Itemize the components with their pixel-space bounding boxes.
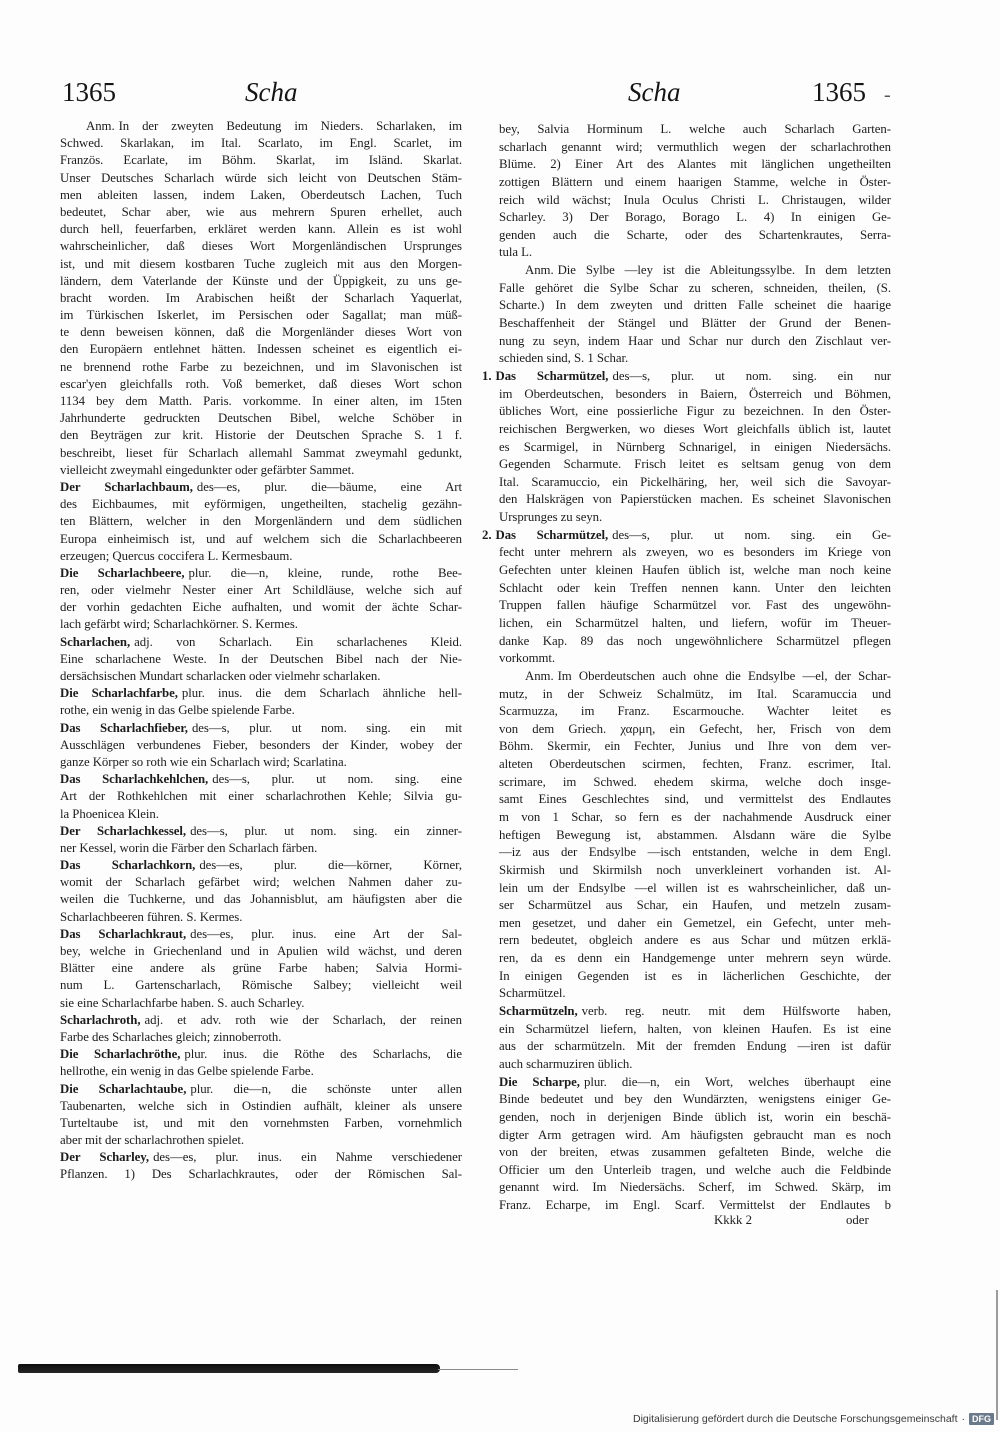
text-line — [499, 156, 891, 174]
line-text: bracht worden. Im Arabischen heißt der Scharlach Yaquerlat, — [60, 290, 462, 305]
text-line — [482, 527, 891, 545]
text-line — [60, 1149, 462, 1166]
text-line — [499, 1109, 891, 1127]
line-text: auch scharmuziren üblich. — [499, 1056, 633, 1071]
text-line — [499, 1179, 891, 1197]
text-line — [499, 439, 891, 457]
text-line — [60, 256, 462, 273]
line-text: des Eichbaumes, mit eyförmigen, ungetheilten, stachelig gezähn- — [60, 497, 462, 512]
line-text: hellrothe, ein wenig in das Gelbe spielende Farbe. — [60, 1064, 314, 1079]
text-line — [499, 280, 891, 298]
line-text: wahrscheinlicher, daß dieses Wort Morgenländischen Ursprunges — [60, 239, 462, 254]
headword: Das Scharmützel, — [495, 368, 609, 383]
text-line — [60, 1012, 462, 1029]
line-text: Ursprunges zu seyn. — [499, 510, 603, 525]
line-text: Gefechten unter kleinen Haufen üblich ist, welche man noch keine — [499, 563, 891, 578]
line-text: Scarmuzza, im Franz. Escarmouche. Wachter leitet es — [499, 704, 891, 719]
text-line — [499, 1056, 891, 1074]
line-text: vielleicht zweymahl eingedunkter oder gefärbter Sammet. — [60, 462, 355, 477]
text-line — [499, 1144, 891, 1162]
line-text: im Türkischen Iskerlet, im Persischen oder Sagallat; man müß- — [60, 308, 462, 323]
headword: Der Scharlachbaum, — [60, 479, 193, 494]
line-text: plur. inus. die dem Scharlach ähnliche hell- — [181, 686, 463, 701]
line-text: Schwed. Skarlakan, im Ital. Scarlato, im Engl. Scarlet, im — [60, 136, 462, 151]
headword: Die Scharlachröthe, — [60, 1047, 181, 1062]
line-text: Taubenarten, welche sich in Ostindien aufhält, kleiner als unsere — [60, 1098, 462, 1113]
line-text: reich wild wächst; Inula Oculus Christi L. Christaugen, wilder — [499, 192, 891, 207]
headword: Das Scharlachkorn, — [60, 858, 196, 873]
text-line — [60, 926, 462, 943]
text-line — [60, 702, 462, 719]
text-line — [499, 121, 891, 139]
line-text: Skirmish und Skirmilsh noch unverkleinert vorhanden ist. Al- — [499, 862, 891, 877]
page-number-left: 1365 — [62, 77, 116, 107]
text-line — [499, 509, 891, 527]
text-line — [60, 977, 462, 994]
right-column — [482, 121, 892, 1215]
text-line — [499, 633, 891, 651]
text-line — [60, 771, 462, 788]
headword: Die Scharlachbeere, — [60, 565, 185, 580]
text-line — [60, 737, 462, 754]
text-line — [60, 324, 462, 341]
text-line — [499, 315, 891, 333]
text-line — [499, 1038, 891, 1056]
line-text: es Scarmigel, in Nürnberg Schnarigel, in einigen Niedersächs. — [499, 439, 891, 454]
text-line — [60, 1098, 462, 1115]
text-line — [499, 915, 891, 933]
signature-mark: Kkkk 2 — [714, 1213, 753, 1227]
text-line — [60, 1166, 462, 1183]
line-text: In einigen Gegenden ist es in lächerlichen Geschichte, der — [499, 968, 891, 983]
text-line — [60, 221, 462, 238]
text-line — [60, 238, 462, 255]
text-line — [499, 1003, 891, 1021]
text-line — [60, 393, 462, 410]
headword: Die Scharlachtaube, — [60, 1081, 187, 1096]
line-text: verb. reg. neutr. mit dem Hülfsworte haben, — [581, 1004, 891, 1019]
line-text: des—s, plur. ut nom. sing. eine — [212, 772, 462, 787]
text-line — [499, 827, 891, 845]
text-line — [499, 968, 891, 986]
text-line — [499, 262, 891, 280]
text-line — [60, 1081, 462, 1098]
line-text: num L. Gartenscharlach, Römische Salbey; vielleicht weil — [60, 978, 462, 993]
line-text: bey, Salvia Horminum L. welche auch Scharlach Garten- — [499, 122, 891, 136]
text-line — [499, 544, 891, 562]
line-text: lach gefärbt wird; Scharlachkörner. S. Kermes. — [60, 617, 298, 632]
text-line — [60, 565, 462, 582]
line-text: plur. die—n, die schönste unter allen — [190, 1081, 462, 1096]
text-line — [60, 1132, 462, 1149]
text-line — [60, 943, 462, 960]
entry-number: 1. — [482, 368, 492, 383]
text-line — [499, 474, 891, 492]
text-line — [499, 1197, 891, 1215]
line-text: Scharmützel. — [499, 986, 566, 1001]
headword: Die Scharlachfarbe, — [60, 686, 178, 701]
line-text: danke Kap. 89 das noch ungewöhnlichere Scharmützel pflegen — [499, 633, 891, 648]
line-text: des—es, plur. inus. eine Art der Sal- — [190, 926, 462, 941]
text-line — [499, 774, 891, 792]
line-text: von dem Griech. χαρμη, ein Gefecht, her, Frisch von dem — [499, 721, 891, 736]
line-text: escar'yen gleichfalls roth. Voß bemerket, daß dieses Wort schon — [60, 376, 462, 391]
line-text: Böhm. Skermir, ein Fechter, Junius und Ihre von dem ver- — [499, 739, 891, 754]
text-line — [60, 135, 462, 152]
text-line — [60, 651, 462, 668]
text-line — [60, 788, 462, 805]
text-line — [60, 445, 462, 462]
line-text: In der zweyten Bedeutung im Nieders. Scharlaken, im — [118, 119, 462, 133]
line-text: Französ. Ecarlate, im Böhm. Skarlat, im Isländ. Skarlat. — [60, 153, 462, 168]
text-line — [60, 806, 462, 823]
line-text: erzeugen; Quercus coccifera L. Kermesbaum. — [60, 548, 293, 563]
line-text: samt Eines Geschlechtes sind, und vermittelst des Endlautes — [499, 792, 891, 807]
page-number-right: 1365 — [812, 77, 866, 107]
line-text: ist, und mit diesem kostbaren Tuche zugleich mit aus den Morgen- — [60, 256, 462, 271]
line-text: heftigen Bewegung ist, abstammen. Alsdann wäre die Sylbe — [499, 827, 891, 842]
catchword: oder — [846, 1213, 869, 1227]
line-text: übliches Wort, eine possierliche Figur zu bezeichnen. In den Öster- — [499, 404, 891, 419]
text-line — [499, 932, 891, 950]
line-text: scharlach genannt wird; vermuthlich wegen der scharlachrothen — [499, 139, 891, 154]
text-line — [60, 823, 462, 840]
line-text: Europa einheimisch ist, und auf welchem sich die Scharlachbeeren — [60, 531, 462, 546]
line-text: Jahrhunderte gedruckten Deutschen Bibel, welche Schöber in — [60, 411, 462, 426]
line-text: Scharte.) In dem zweyten und dritten Falle scheinet die haarige — [499, 298, 891, 313]
line-text: des—s, plur. ut nom. sing. ein zinner- — [190, 823, 462, 838]
text-line — [499, 192, 891, 210]
text-line — [60, 754, 462, 771]
line-text: fecht unter mehrern als zweyen, wo es besonders im Kriege von — [499, 545, 891, 560]
line-text: im Oberdeutschen, besonders in Baiern, Österreich und Böhmen, — [499, 386, 891, 401]
line-text: Art der Rothkehlchen mit einer scharlachrothen Kehle; Silvia gu- — [60, 789, 462, 804]
line-text: ne brennend rothe Farbe zu bezeichnen, und im Slavonischen ist — [60, 359, 462, 374]
text-line — [60, 376, 462, 393]
line-text: Im Oberdeutschen auch ohne die Endsylbe —el, der Schar- — [557, 668, 891, 683]
text-line — [499, 1021, 891, 1039]
headword: Das Scharmützel, — [495, 527, 609, 542]
line-text: Eine scharlachene Weste. In der Deutschen Bibel nach der Nie- — [60, 651, 462, 666]
text-line — [60, 307, 462, 324]
text-line — [60, 1029, 462, 1046]
line-text: genden auch die Scharte, oder des Schartenkrautes, Serra- — [499, 227, 891, 242]
line-text: mutz, in der Schweiz Schalmütz, im Ital. Scaramuccia und — [499, 686, 891, 701]
line-text: der vorhin gedachten Eiche aufhalten, und womit der ächte Schar- — [60, 600, 462, 615]
line-text: durch hell, feuerfarben, erkläret werden kann. Allein es ist wohl — [60, 222, 462, 237]
text-line — [499, 650, 891, 668]
line-text: la Phoenicea Klein. — [60, 806, 159, 821]
text-line — [60, 960, 462, 977]
text-line — [60, 170, 462, 187]
line-text: Farbe des Scharlaches gleich; zinnoberroth. — [60, 1029, 282, 1044]
line-text: Ital. Scaramuccio, ein Pickelhäring, her, weil sich die Savoyar- — [499, 474, 891, 489]
text-line — [60, 513, 462, 530]
line-text: bedeutet, Schar aber, wie aus mehrern Spuren erhellet, auch — [60, 204, 462, 219]
text-line — [499, 227, 891, 245]
header-dash: - — [884, 84, 891, 106]
line-text: —iz aus der Endsylbe —isch entstanden, welche in dem Engl. — [499, 845, 891, 860]
left-column — [60, 118, 462, 1184]
dfg-logo-icon: DFG — [969, 1413, 994, 1425]
text-line — [499, 333, 891, 351]
text-line — [60, 599, 462, 616]
line-text: Blätter eine andere als grüne Farbe haben; Salvia Hormi- — [60, 961, 462, 976]
line-text: den Halskrägen von Papierstücken machen. Es scheinet Slavonischen — [499, 492, 891, 507]
text-line — [60, 359, 462, 376]
text-line — [60, 1046, 462, 1063]
line-text: m von 1 Schar, so fern es der nachahmende Ausdruck einer — [499, 809, 891, 824]
headword: Der Scharlachkessel, — [60, 823, 187, 838]
line-text: Gegenden Scharmute. Frisch leitet es seltsam genug von dem — [499, 457, 891, 472]
text-line — [499, 580, 891, 598]
line-text: den Europäern entlehnet hätten. Indessen scheinet es eigentlich ei- — [60, 342, 462, 357]
line-text: 1134 bey dem Matth. Paris. vorkomme. In einer alten, im 15ten — [60, 394, 462, 408]
text-line — [499, 1074, 891, 1092]
line-text: Binde bedeutet und bey den Wundärzten, wenigstens einiger Ge- — [499, 1092, 891, 1107]
text-line — [499, 421, 891, 439]
text-line — [499, 1091, 891, 1109]
text-line — [499, 985, 891, 1003]
text-line — [60, 995, 462, 1012]
text-line — [60, 496, 462, 513]
text-line — [60, 1063, 462, 1080]
text-line — [499, 403, 891, 421]
text-line — [499, 703, 891, 721]
line-text: zottigen Blättern und einem haarigen Stamme, welche in Öster- — [499, 174, 891, 189]
footer-separator: · — [961, 1413, 965, 1425]
running-head-left: Scha — [245, 77, 298, 107]
line-text: Pflanzen. 1) Des Scharlachkrautes, oder der Römischen Sal- — [60, 1167, 462, 1182]
line-text: digter Arm getragen wird. Am häufigsten gebraucht man es noch — [499, 1127, 891, 1142]
line-text: ren, oder vielmehr Nester einer Art Schildläuse, welche sich auf — [60, 583, 462, 598]
text-line — [499, 1127, 891, 1145]
text-line — [499, 897, 891, 915]
digitization-footer — [633, 1411, 994, 1427]
text-line — [499, 880, 891, 898]
line-text: men ableiten lassen, indem Laken, Oberdeutsch Lachen, Tuch — [60, 187, 462, 202]
annotation-label: Anm. — [525, 668, 554, 683]
text-line — [60, 874, 462, 891]
line-text: Beschaffenheit der Stängel und Blätter der Grund der Benen- — [499, 316, 891, 331]
line-text: rern bedeutet, obgleich andere es aus Schar und mützen erklä- — [499, 933, 891, 948]
headword: Das Scharlachkraut, — [60, 926, 187, 941]
text-line — [499, 562, 891, 580]
line-text: Blüme. 2) Einer Art des Alantes mit länglichen ungetheilten — [499, 157, 891, 172]
line-text: tula L. — [499, 245, 533, 260]
text-line — [60, 548, 462, 565]
headword: Die Scharpe, — [499, 1074, 580, 1089]
line-text: ganze Körper so roth wie ein Scharlach wird; Scarlatina. — [60, 754, 347, 769]
line-text: Franz. Echarpe, im Engl. Scarf. Vermittelst der Endlautes b — [499, 1198, 891, 1213]
line-text: vorkommt. — [499, 651, 556, 666]
annotation-label: Anm. — [525, 263, 554, 278]
line-text: lichen, ein Scharmützel halten, und liefern, wofür im Theuer- — [499, 615, 891, 630]
text-line — [60, 1115, 462, 1132]
text-line — [60, 427, 462, 444]
line-text: den Beyträgen zur krit. Historie der Deutschen Sprache S. 1 f. — [60, 428, 462, 443]
text-line — [60, 720, 462, 737]
line-text: bey, welche in Griechenland und in Apulien wild wächst, und deren — [60, 944, 462, 958]
line-text: Scharley. 3) Der Borago, Borago L. 4) In einigen Ge- — [499, 210, 891, 225]
line-text: ser Scharmützel aus Schar, ein Haufen, und metzeln zusam- — [499, 898, 891, 913]
text-line — [499, 297, 891, 315]
text-line — [60, 204, 462, 221]
line-text: dersächsischen Mundart scharlacken oder vielmehr scharlaken. — [60, 669, 381, 683]
line-text: nung zu seyn, indem Haar und Schar nur durch den Zischlaut ver- — [499, 333, 891, 348]
text-line — [60, 891, 462, 908]
line-text: scrimare, im Schwed. ehedem skirma, welche doch insge- — [499, 774, 891, 789]
text-line — [60, 479, 462, 496]
headword: Scharlachen, — [60, 634, 131, 649]
text-line — [499, 139, 891, 157]
text-line — [60, 462, 462, 479]
text-line — [60, 909, 462, 926]
line-text: plur. die—n, kleine, runde, rothe Bee- — [188, 565, 462, 580]
text-line — [482, 368, 891, 386]
scan-artifact-line — [438, 1369, 518, 1370]
footer-text: Digitalisierung gefördert durch die Deutsche Forschungsgemeinschaft — [632, 1413, 958, 1425]
text-line — [60, 410, 462, 427]
line-text: ein Scharmützel liefern, halten, von kleinen Haufen. Es ist eine — [499, 1021, 891, 1036]
line-text: des—s, plur. ut nom. sing. ein mit — [191, 720, 463, 735]
text-line — [60, 634, 462, 651]
line-text: ländern, dem Vaterlande der Künste und der Üppigkeit, zu uns ge- — [60, 273, 462, 288]
entry-number: 2. — [482, 527, 492, 542]
text-line — [60, 152, 462, 169]
line-text: plur. inus. die Röthe des Scharlachs, die — [184, 1047, 462, 1062]
text-line — [60, 531, 462, 548]
line-text: genden, noch in derjenigen Binde üblich ist, worin ein beschä- — [499, 1109, 891, 1124]
line-text: genannt wird. Im Niedersächs. Scherf, im Schwed. Skärp, im — [499, 1180, 891, 1195]
text-line — [499, 456, 891, 474]
line-text: Falle gehöret die Sylbe Schar zu scheren, schneiden, theilen, (S. — [499, 280, 891, 295]
text-line — [60, 290, 462, 307]
line-text: Schlacht oder kein Treffen nennen kann. Unter den leichten — [499, 580, 891, 595]
line-text: Truppen fallen häufige Scharmützel vor. Fast des ungewöhn- — [499, 598, 891, 613]
text-line — [60, 685, 462, 702]
line-text: des—s, plur. ut nom. sing. ein Ge- — [612, 527, 891, 542]
text-line — [499, 756, 891, 774]
text-line — [499, 791, 891, 809]
line-text: plur. die—n, ein Wort, welches überhaupt eine — [583, 1074, 891, 1089]
text-line — [60, 616, 462, 633]
text-line — [499, 950, 891, 968]
text-line — [499, 686, 891, 704]
headword: Das Scharlachfieber, — [60, 720, 188, 735]
text-line — [60, 582, 462, 599]
line-text: des—es, plur. die—bäume, eine Art — [196, 479, 463, 494]
line-text: lein um der Endsylbe —el willen ist es wahrscheinlicher, daß un- — [499, 880, 891, 895]
line-text: aus der scharmützeln. Mit der fremden Endung —iren ist dafür — [499, 1039, 891, 1054]
line-text: schieden sind, S. 1 Schar. — [499, 351, 629, 366]
text-line — [499, 721, 891, 739]
headword: Das Scharlachkehlchen, — [60, 772, 209, 787]
line-text: Die Sylbe —ley ist die Ableitungssylbe. In dem letzten — [557, 263, 891, 278]
text-line — [60, 840, 462, 857]
scan-artifact-bar — [18, 1364, 440, 1373]
line-text: von der breiten, etwas zusammen gefalteten Binde, welche die — [499, 1145, 891, 1160]
line-text: rothe, ein wenig in das Gelbe spielende Farbe. — [60, 703, 295, 718]
headword: Der Scharley, — [60, 1150, 150, 1165]
line-text: des—es, plur. die—körner, Körner, — [199, 858, 462, 873]
text-line — [499, 862, 891, 880]
text-line — [60, 118, 462, 135]
text-line — [499, 597, 891, 615]
line-text: sie eine Scharlachfarbe haben. S. auch Scharley. — [60, 995, 305, 1010]
line-text: Turteltaube ist, und mit den vornehmsten Farben, vornehmlich — [60, 1115, 462, 1130]
text-line — [499, 668, 891, 686]
text-line — [499, 386, 891, 404]
line-text: adj. et adv. roth wie der Scharlach, der reinen — [144, 1012, 462, 1027]
line-text: alteten Oberdeutschen scirmen, fechten, Franz. escrimer, Ital. — [499, 757, 891, 772]
text-line — [499, 491, 891, 509]
scan-edge-line — [996, 1290, 998, 1420]
text-line — [499, 809, 891, 827]
line-text: Unser Deutsches Scharlach würde sich leicht von Deutschen Stäm- — [60, 170, 462, 185]
line-text: ren, da es denn ein Handgemenge unter mehrern seyn würde. — [499, 951, 891, 966]
line-text: Scharlachbeeren führen. S. Kermes. — [60, 909, 243, 924]
line-text: Ausschlägen verbundenes Fieber, besonders der Kinder, wobey der — [60, 737, 462, 752]
headword: Scharlachroth, — [60, 1012, 141, 1027]
line-text: Officier um den Unterleib tragen, und welche auch die Feldbinde — [499, 1162, 891, 1177]
text-line — [499, 209, 891, 227]
text-line — [60, 857, 462, 874]
text-line — [499, 1162, 891, 1180]
text-line — [60, 187, 462, 204]
text-line — [60, 273, 462, 290]
line-text: womit der Scharlach gefärbet wird; welchen Nahmen daher zu- — [60, 875, 462, 890]
line-text: te denn beweisen können, daß die Morgenländer dieses Wort von — [60, 325, 462, 340]
text-line — [499, 174, 891, 192]
line-text: reichischen Bergwerken, wo dieses Wort gleichfalls üblich ist, lautet — [499, 421, 891, 436]
annotation-label: Anm. — [86, 119, 115, 133]
line-text: aber mit der scharlachrothen spielet. — [60, 1133, 244, 1148]
running-head-right: Scha — [628, 77, 681, 107]
line-text: weilen die Tuchkerne, und das Johannisblut, am häufigsten aber die — [60, 892, 462, 907]
headword: Scharmützeln, — [499, 1004, 578, 1019]
text-line — [499, 350, 891, 368]
line-text: ten Blättern, welcher in den Morgenländern und dem südlichen — [60, 514, 462, 529]
text-line — [499, 615, 891, 633]
line-text: ner Kessel, worin die Färber den Scharlach färben. — [60, 840, 318, 855]
text-line — [60, 668, 462, 685]
text-line — [499, 738, 891, 756]
line-text: men gesetzet, und daher ein Gemetzel, ein Gefecht, unter meh- — [499, 915, 891, 930]
line-text: adj. von Scharlach. Ein scharlachenes Kleid. — [134, 634, 462, 649]
text-line — [499, 244, 891, 262]
text-line — [60, 341, 462, 358]
text-line — [499, 844, 891, 862]
line-text: des—s, plur. ut nom. sing. ein nur — [612, 368, 892, 383]
line-text: beschreibt, lieset für Scharlach allemahl Sammat zweymahl gedunkt, — [60, 445, 462, 460]
line-text: des—es, plur. inus. ein Nahme verschiedener — [153, 1150, 462, 1165]
